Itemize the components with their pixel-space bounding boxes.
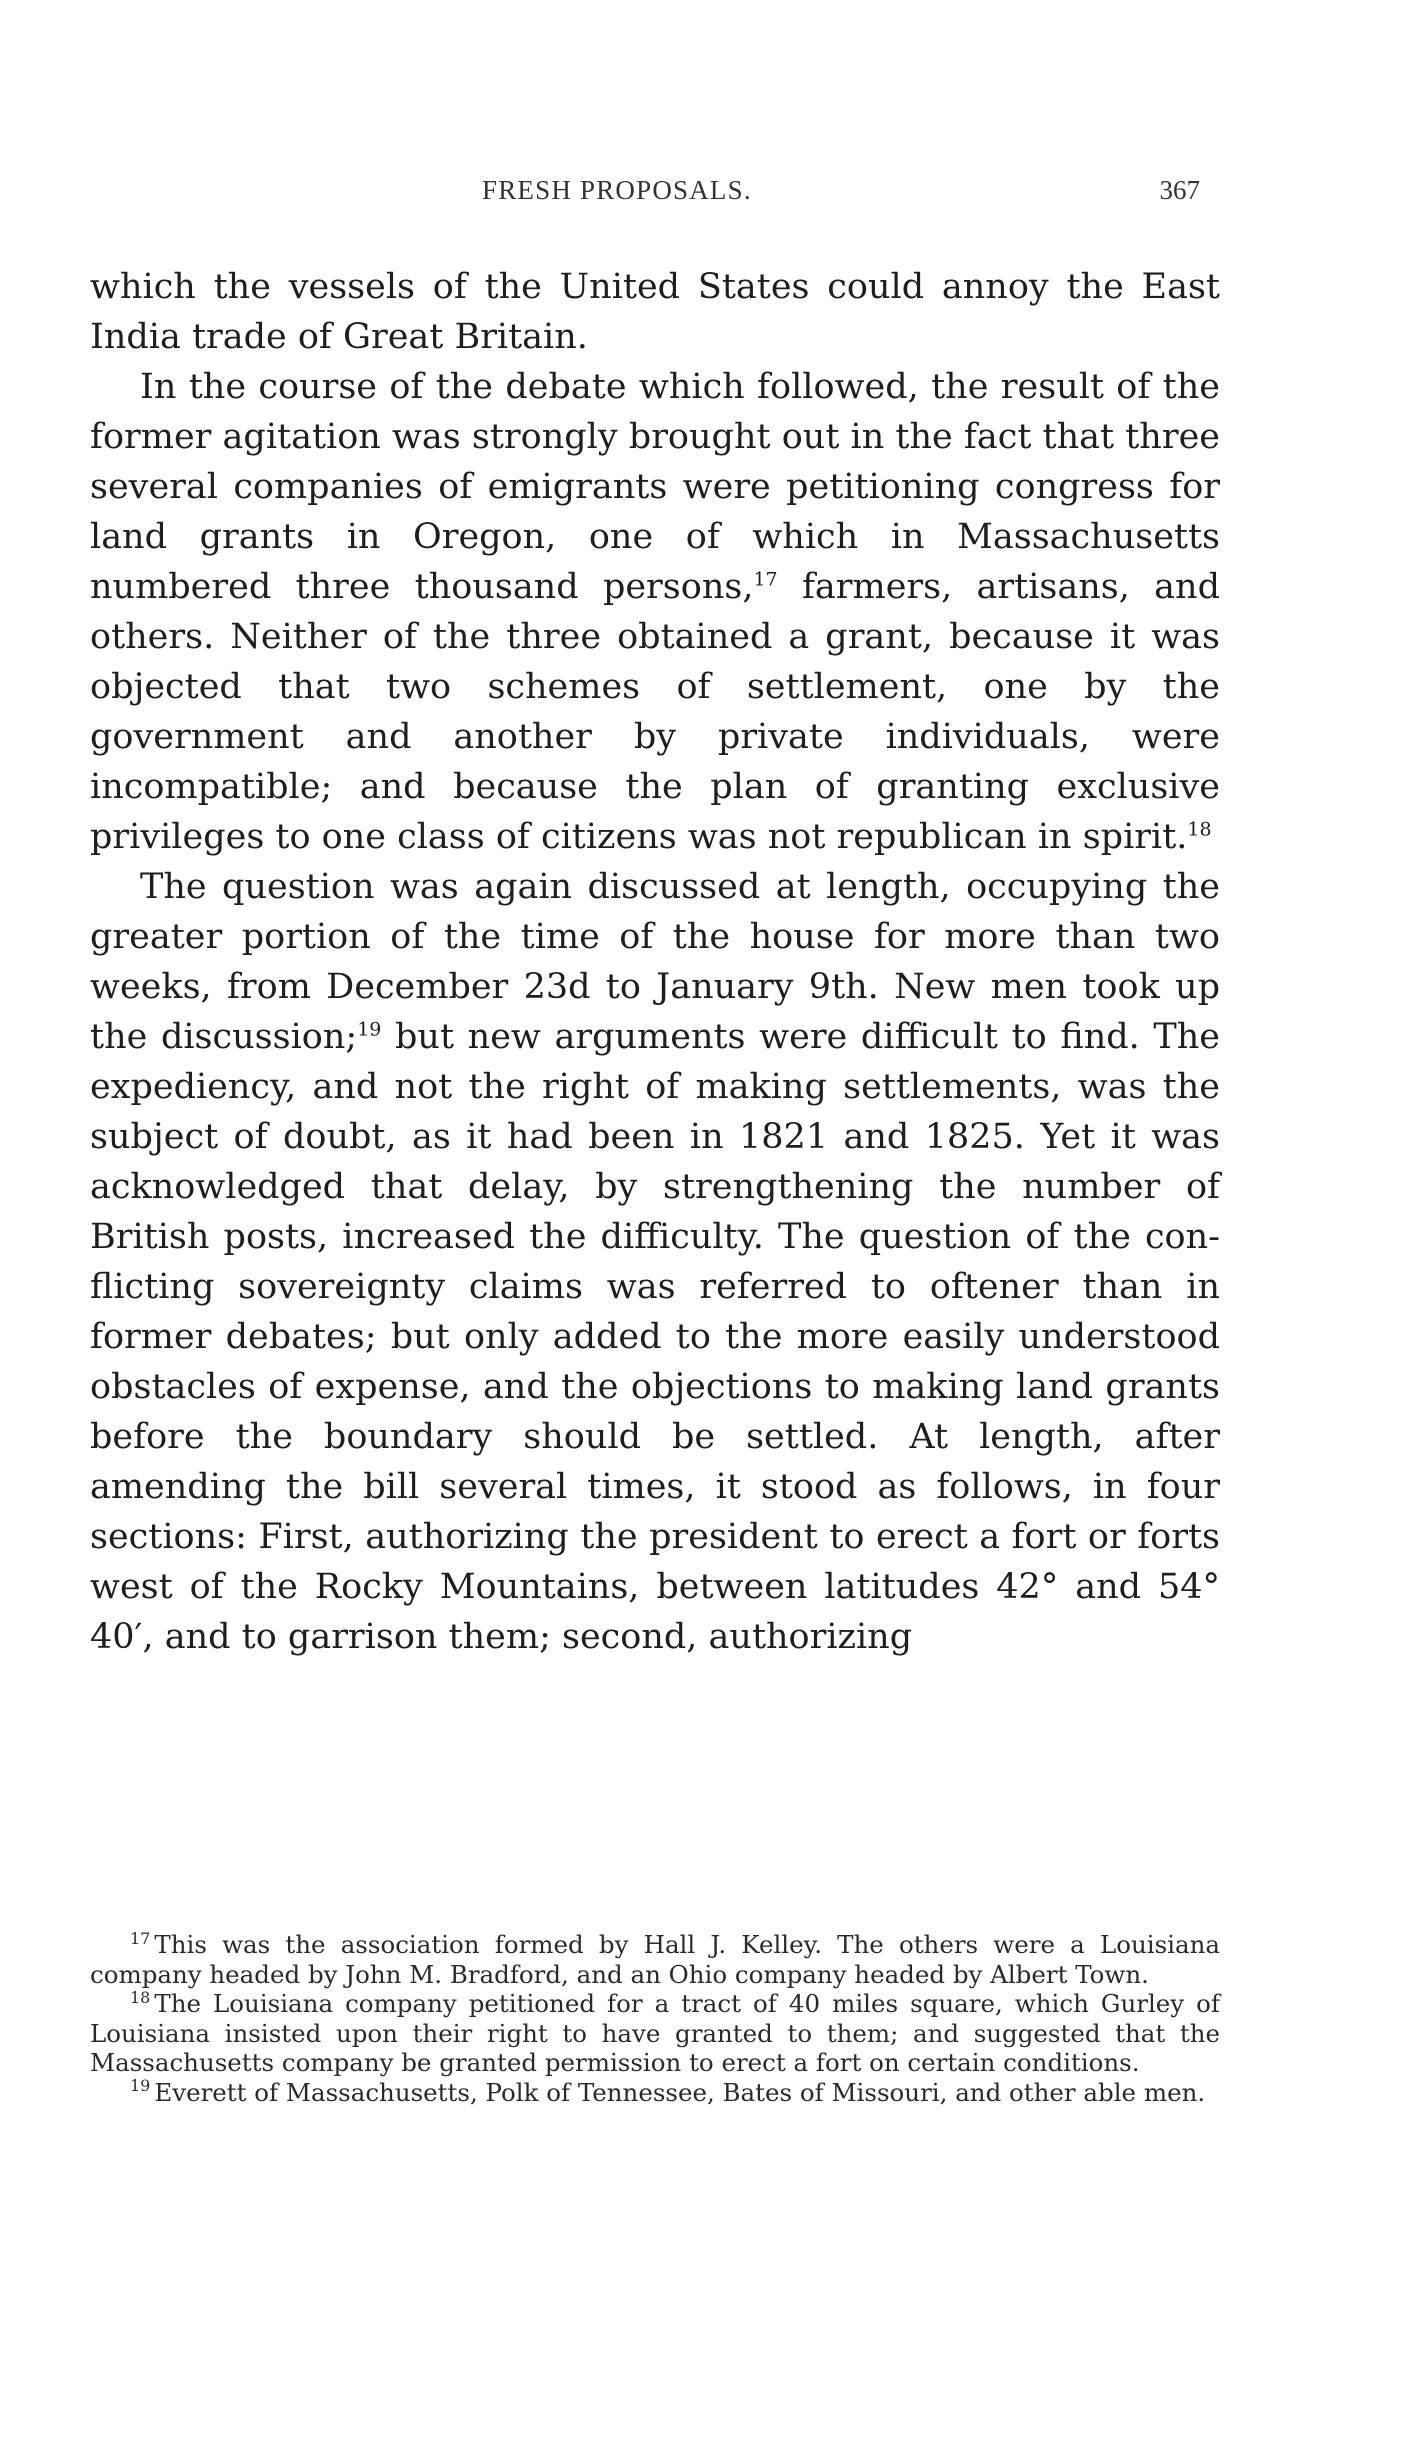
paragraph-2	[90, 362, 1220, 862]
footnote-text: This was the association formed by Hall J. Kelley. The others were a Louisiana company headed by John M. Bradford, and an Ohio company headed by Albert Town.	[90, 1930, 1220, 1989]
footnote-mark: 19	[130, 2076, 151, 2096]
footnotes	[90, 1930, 1220, 2107]
running-head: FRESH PROPOSALS.	[482, 175, 752, 205]
paragraph-text: The question was again discussed at length, occupying the greater portion of the time of the house for more than two weeks, from December 23d to January 9th. New men took up the discussion;	[90, 867, 1220, 1057]
paragraph-text: which the vessels of the United States could annoy the East India trade of Great Britain.	[90, 267, 1220, 357]
footnote-19	[90, 2078, 1220, 2108]
footnote-reference-17: 17	[753, 568, 778, 591]
footnote-18	[90, 1989, 1220, 2078]
footnote-17	[90, 1930, 1220, 1989]
paragraph-text: In the course of the debate which followed, the result of the former agitation was strongly brought out in the fact that three several companies of emigrants were petitioning congress for land grants in Oregon, one of which in Massachusetts numbered three thousand persons,	[90, 367, 1220, 607]
page-header	[482, 175, 1200, 215]
page-number: 367	[1159, 175, 1200, 205]
paragraph-text: but new arguments were difficult to find. The expediency, and not the right of making settlements, was the subject of doubt, as it had been in 1821 and 1825. Yet it was acknowledged that delay, by strengthening the number of British posts, increased the difficulty. The question of the conflicting sovereignty claims was referred to oftener than in former debates; but only added to the more easily understood obstacles of expense, and the objections to making land grants before the boundary should be settled. At length, after amending the bill several times, it stood as follows, in four sections: First, authorizing the president to erect a fort or forts west of the Rocky Mountains, between latitudes 42° and 54° 40′, and to garrison them; second, authorizing	[90, 1017, 1220, 1657]
footnote-reference-18: 18	[1187, 818, 1212, 841]
footnote-mark: 17	[130, 1928, 151, 1948]
body-text	[90, 262, 1220, 1662]
footnote-text: Everett of Massachusetts, Polk of Tennessee, Bates of Missouri, and other able men.	[154, 2077, 1206, 2107]
paragraph-3	[90, 862, 1220, 1662]
footnote-reference-19: 19	[357, 1018, 382, 1041]
paragraph-1	[90, 262, 1220, 362]
paragraph-text: farmers, artisans, and others. Neither of the three obtained a grant, because it was objected that two schemes of settlement, one by the government and another by private individuals, were incompatible; and because the plan of granting exclusive privileges to one class of citizens was not republican in spirit.	[90, 567, 1220, 857]
footnote-text: The Louisiana company petitioned for a tract of 40 miles square, which Gurley of Louisiana insisted upon their right to have granted to them; and suggested that the Massachusetts company be granted permission to erect a fort on certain conditions.	[90, 1989, 1220, 2077]
footnote-mark: 18	[130, 1987, 151, 2007]
